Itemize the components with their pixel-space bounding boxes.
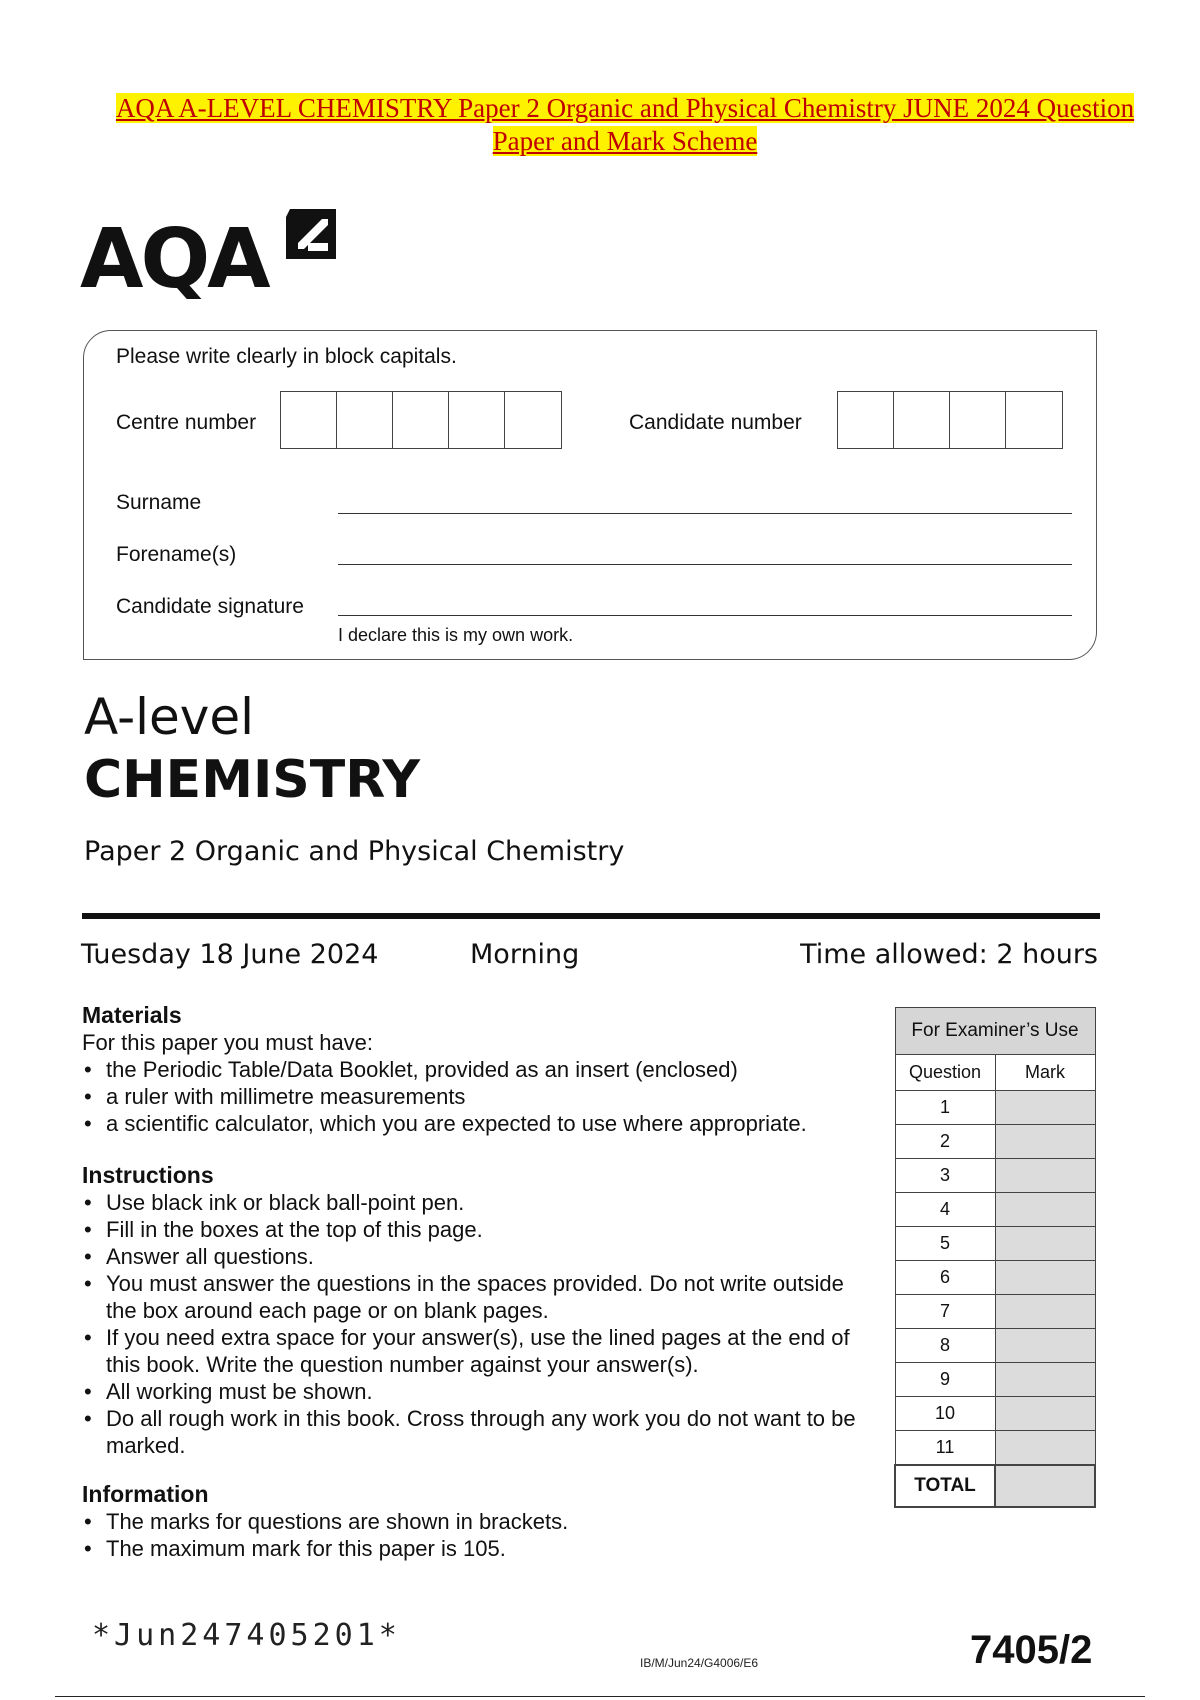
materials-item: • a ruler with millimetre measurements (82, 1083, 872, 1110)
aqa-logo (80, 205, 360, 305)
centre-digit-box[interactable] (449, 392, 505, 448)
barcode-text: *Jun247405201* (92, 1618, 401, 1653)
instructions-item: • You must answer the questions in the spaces provided. Do not write outside the box around each page or on blank pages. (82, 1270, 872, 1324)
mark-cell[interactable] (995, 1295, 1095, 1329)
mark-cell[interactable] (995, 1363, 1095, 1397)
surname-line[interactable] (338, 513, 1072, 514)
materials-section (82, 1001, 872, 1137)
subject-title: CHEMISTRY (84, 750, 421, 810)
paper-title: Paper 2 Organic and Physical Chemistry (84, 836, 625, 867)
time-allowed: Time allowed: 2 hours (800, 939, 1098, 970)
mark-cell[interactable] (995, 1125, 1095, 1159)
candidate-number-boxes[interactable] (837, 391, 1063, 449)
candidate-details-box (83, 330, 1097, 660)
instructions-heading: Instructions (82, 1162, 214, 1188)
declaration-text: I declare this is my own work. (338, 625, 574, 645)
aqa-logo-mark-icon (282, 205, 340, 263)
instructions-item: • Do all rough work in this book. Cross through any work you do not want to be marked. (82, 1405, 872, 1459)
footer-divider (55, 1696, 1145, 1697)
candidate-digit-box[interactable] (838, 392, 894, 448)
question-number: 5 (895, 1227, 995, 1261)
materials-item: • the Periodic Table/Data Booklet, provided as an insert (enclosed) (82, 1056, 872, 1083)
materials-intro: For this paper you must have: (82, 1030, 374, 1055)
centre-number-boxes[interactable] (280, 391, 562, 449)
paper-code: 7405/2 (970, 1628, 1093, 1672)
materials-item: • a scientific calculator, which you are expected to use where appropriate. (82, 1110, 872, 1137)
signature-line[interactable] (338, 615, 1072, 616)
banner-line-2: Paper and Mark Scheme (492, 126, 758, 156)
question-number: 11 (895, 1431, 995, 1466)
mark-column-header: Mark (995, 1055, 1095, 1091)
block-capitals-instruction: Please write clearly in block capitals. (116, 345, 457, 368)
total-label: TOTAL (895, 1465, 995, 1507)
forename-line[interactable] (338, 564, 1072, 565)
qualification-level: A-level (84, 688, 255, 746)
exam-session: Morning (470, 939, 580, 970)
instructions-item: • Answer all questions. (82, 1243, 872, 1270)
mark-cell[interactable] (995, 1227, 1095, 1261)
question-number: 6 (895, 1261, 995, 1295)
centre-digit-box[interactable] (281, 392, 337, 448)
question-number: 4 (895, 1193, 995, 1227)
question-number: 9 (895, 1363, 995, 1397)
instructions-section (82, 1161, 872, 1459)
centre-digit-box[interactable] (393, 392, 449, 448)
candidate-digit-box[interactable] (950, 392, 1006, 448)
exam-date: Tuesday 18 June 2024 (81, 939, 379, 970)
forename-label: Forename(s) (116, 543, 237, 566)
instructions-item: • All working must be shown. (82, 1378, 872, 1405)
instructions-item: • If you need extra space for your answer(s), use the lined pages at the end of this book. Write the question number against your answer(s). (82, 1324, 872, 1378)
mark-cell[interactable] (995, 1193, 1095, 1227)
question-number: 2 (895, 1125, 995, 1159)
mark-cell[interactable] (995, 1261, 1095, 1295)
mark-cell[interactable] (995, 1329, 1095, 1363)
question-number: 3 (895, 1159, 995, 1193)
mark-cell[interactable] (995, 1159, 1095, 1193)
instructions-item: • Fill in the boxes at the top of this page. (82, 1216, 872, 1243)
surname-label: Surname (116, 491, 202, 514)
materials-heading: Materials (82, 1002, 182, 1028)
question-number: 7 (895, 1295, 995, 1329)
centre-digit-box[interactable] (505, 392, 561, 448)
document-title-banner (70, 92, 1180, 158)
centre-number-label: Centre number (116, 411, 257, 434)
mark-cell[interactable] (995, 1431, 1095, 1466)
instructions-item: • Use black ink or black ball-point pen. (82, 1189, 872, 1216)
information-item: • The marks for questions are shown in brackets. (82, 1508, 872, 1535)
question-number: 1 (895, 1091, 995, 1125)
signature-label: Candidate signature (116, 595, 304, 618)
mark-cell[interactable] (995, 1397, 1095, 1431)
candidate-number-label: Candidate number (629, 411, 802, 434)
examiner-table-title: For Examiner’s Use (895, 1008, 1095, 1055)
examiner-use-table (894, 1007, 1096, 1508)
information-item: • The maximum mark for this paper is 105. (82, 1535, 872, 1562)
centre-digit-box[interactable] (337, 392, 393, 448)
information-section (82, 1480, 872, 1562)
information-heading: Information (82, 1481, 209, 1507)
candidate-digit-box[interactable] (894, 392, 950, 448)
total-mark-cell[interactable] (995, 1465, 1095, 1507)
heading-divider (82, 913, 1100, 919)
question-number: 8 (895, 1329, 995, 1363)
paper-reference: IB/M/Jun24/G4006/E6 (640, 1656, 759, 1670)
question-number: 10 (895, 1397, 995, 1431)
candidate-digit-box[interactable] (1006, 392, 1062, 448)
mark-cell[interactable] (995, 1091, 1095, 1125)
banner-line-1: AQA A-LEVEL CHEMISTRY Paper 2 Organic and Physical Chemistry JUNE 2024 Question (115, 93, 1135, 123)
question-column-header: Question (895, 1055, 995, 1091)
aqa-logo-text: AQA (80, 212, 268, 307)
